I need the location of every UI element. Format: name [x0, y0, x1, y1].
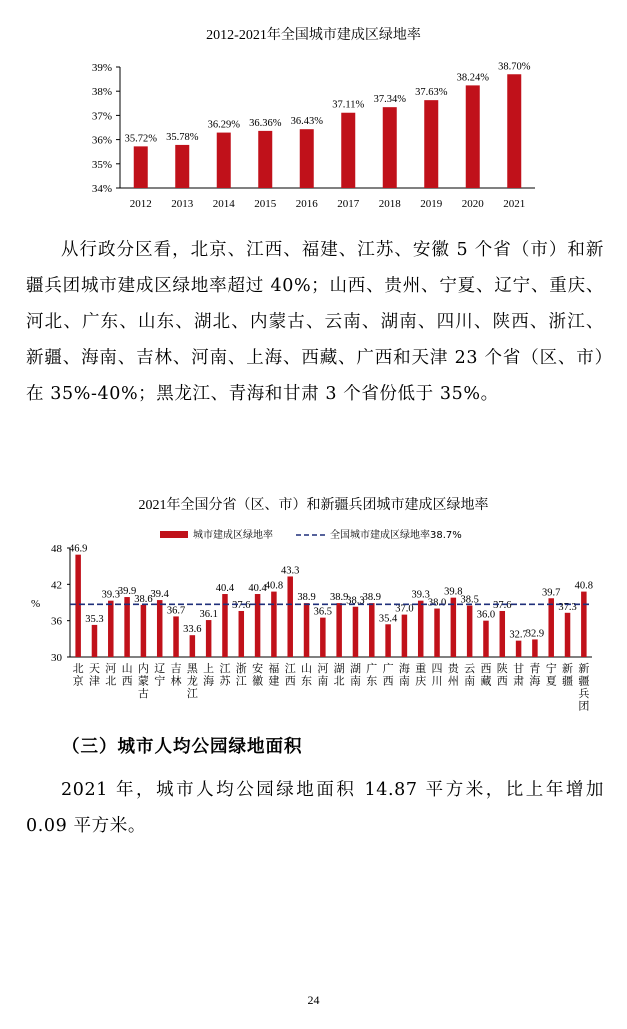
chart2-bar [353, 607, 359, 657]
chart1-title: 2012-2021年全国城市建成区绿地率 [206, 28, 421, 43]
chart2-legend-line-label: 全国城市建成区绿地率38.7% [330, 530, 462, 541]
chart2-bar [369, 603, 375, 657]
chart1-x-tick-label: 2021 [503, 198, 526, 210]
chart2-bar [548, 598, 554, 657]
chart2-category-label: 重庆 [415, 662, 427, 688]
chart1-bar [258, 131, 272, 188]
chart2-bar [222, 594, 228, 657]
chart2-category-label: 福建 [268, 662, 280, 688]
chart2-y-axis-label: % [31, 598, 41, 610]
chart1-bar [507, 74, 521, 188]
chart1-data-label: 35.72% [124, 133, 157, 145]
chart2-data-label: 39.4 [150, 589, 169, 601]
chart2-bar [287, 576, 293, 657]
chart2-bar [467, 606, 473, 657]
chart2-data-label: 38.0 [427, 597, 447, 609]
chart2-y-tick-label: 42 [51, 579, 62, 592]
chart2-bar [565, 613, 571, 657]
chart2-category-label: 广西 [382, 662, 394, 688]
chart1-bar [217, 133, 231, 188]
chart2-category-label: 青海 [529, 662, 541, 688]
chart2-bar [75, 555, 81, 657]
chart2-data-label: 36.0 [476, 609, 496, 621]
chart1-x-tick-label: 2020 [461, 198, 484, 210]
chart1-y-tick-label: 37% [91, 110, 112, 123]
chart2-data-label: 33.6 [183, 624, 202, 636]
chart1-x-tick-label: 2012 [129, 198, 152, 210]
chart2-category-label: 云南 [464, 662, 476, 688]
chart1-data-label: 35.78% [166, 131, 199, 143]
chart2-data-label: 32.7 [509, 629, 528, 641]
chart1-y-tick-label: 39% [91, 62, 112, 74]
chart2-category-label: 山西 [121, 662, 133, 688]
chart2-category-label: 浙江 [235, 662, 247, 688]
chart2-category-label: 黑龙江 [186, 662, 198, 700]
chart2-data-label: 38.6 [134, 593, 153, 605]
chart2-category-label: 甘肃 [513, 662, 525, 688]
chart2-bar [157, 600, 163, 657]
chart1-y-tick-label: 34% [91, 183, 112, 195]
chart2-category-label: 陕西 [496, 662, 508, 688]
chart1-x-tick-label: 2017 [337, 198, 360, 210]
chart2-bar [206, 620, 212, 657]
paragraph-park-area: 2021 年，城市人均公园绿地面积 14.87 平方米，比上年增加 0.09 平方米。 [26, 780, 604, 836]
chart2-y-tick-label: 48 [51, 543, 62, 555]
chart1-data-label: 37.11% [332, 99, 365, 111]
chart2-data-label: 40.8 [574, 580, 594, 592]
chart2-bar [402, 615, 408, 657]
chart2-bar [239, 611, 245, 657]
chart2-y-tick-label: 36 [51, 615, 62, 628]
chart2-category-label: 湖南 [349, 662, 361, 688]
chart2-category-label: 新疆兵团 [578, 662, 590, 713]
chart2-category-label: 西藏 [480, 662, 492, 688]
chart2-category-label: 广东 [366, 662, 378, 688]
chart2-data-label: 43.3 [281, 565, 300, 577]
chart2-category-label: 天津 [88, 662, 100, 688]
chart1-data-label: 36.43% [290, 116, 323, 128]
chart1-x-tick-label: 2016 [295, 198, 318, 210]
chart2-data-label: 39.7 [542, 587, 561, 599]
chart1-x-tick-label: 2015 [254, 198, 277, 210]
chart2-data-label: 39.9 [117, 586, 137, 598]
chart2-data-label: 32.9 [525, 628, 545, 640]
chart1-data-label: 37.34% [373, 94, 406, 106]
chart2-bar [304, 603, 310, 657]
chart2-title: 2021年全国分省（区、市）和新疆兵团城市建成区绿地率 [138, 498, 489, 513]
chart1-x-tick-label: 2013 [171, 198, 194, 210]
chart1-bar [341, 113, 355, 188]
chart2-data-label: 40.8 [264, 580, 284, 592]
chart1-y-tick-label: 35% [91, 158, 112, 171]
chart2-category-label: 辽宁 [154, 662, 166, 688]
chart2-data-label: 38.9 [297, 592, 316, 604]
chart2-bar [92, 625, 98, 657]
chart1-y-tick-label: 36% [91, 134, 112, 147]
chart2-bar [451, 598, 457, 657]
chart2-category-label: 吉林 [170, 662, 182, 688]
chart1-data-label: 36.36% [249, 117, 282, 129]
chart2-data-label: 38.9 [329, 592, 349, 604]
chart2-data-label: 37.6 [232, 599, 251, 611]
chart2-legend-bar-label: 城市建成区绿地率 [193, 530, 273, 541]
chart1-greening-rate-2012-2021 [0, 40, 627, 230]
chart2-bar [255, 594, 261, 657]
chart1-data-label: 38.24% [456, 72, 489, 84]
chart2-bar [320, 618, 326, 657]
chart2-category-label: 宁夏 [545, 662, 557, 688]
chart2-greening-rate-by-province [0, 510, 627, 740]
chart2-bar [173, 616, 179, 657]
chart2-bar [500, 611, 506, 657]
chart2-bar [581, 592, 587, 657]
chart1-x-tick-label: 2018 [378, 198, 401, 210]
chart2-data-label: 40.4 [215, 583, 235, 595]
chart2-data-label: 37.0 [395, 603, 414, 615]
chart2-bar [124, 597, 130, 657]
chart2-bar [532, 639, 538, 657]
chart2-data-label: 39.3 [411, 589, 430, 601]
chart2-bar [336, 603, 342, 657]
chart2-data-label: 37.6 [493, 599, 512, 611]
chart2-bar [141, 605, 147, 657]
paragraph-regional: 从行政分区看，北京、江西、福建、江苏、安徽 5 个省（市）和新疆兵团城市建成区绿地率超过 40%；山西、贵州、宁夏、辽宁、重庆、河北、广东、山东、湖北、内蒙古、云南、湖南、四川、陕西、浙江、新疆、海南、吉林、河南、上海、西藏、广西和天津 23 个省（区、市）在 35%-40%；黑龙江、青海和甘肃 3 个省份低于 35%。 [26, 240, 604, 404]
chart2-bar [483, 621, 489, 657]
chart2-category-label: 山东 [301, 662, 313, 688]
chart2-bar [418, 601, 424, 657]
chart2-y-tick-label: 30 [51, 652, 62, 664]
chart2-bar [385, 624, 391, 657]
page-number: 24 [307, 993, 320, 1007]
chart2-data-label: 38.5 [460, 594, 479, 606]
chart2-data-label: 35.4 [378, 613, 398, 625]
chart1-data-label: 37.63% [415, 87, 448, 99]
chart2-data-label: 40.4 [248, 583, 267, 595]
chart1-x-tick-label: 2014 [212, 198, 235, 210]
chart2-category-label: 新疆 [562, 662, 574, 688]
chart2-data-label: 36.5 [313, 606, 333, 618]
chart2-data-label: 39.3 [101, 589, 120, 601]
chart2-category-label: 上海 [203, 662, 215, 688]
section-heading-park-area: （三）城市人均公园绿地面积 [62, 737, 303, 757]
chart2-category-label: 河南 [317, 662, 329, 688]
chart2-category-label: 北京 [72, 662, 84, 688]
chart2-category-label: 安徽 [252, 662, 264, 688]
chart1-bar [383, 107, 397, 188]
chart2-legend-bar-swatch [160, 531, 188, 538]
chart2-category-label: 内蒙古 [137, 662, 149, 700]
chart1-data-label: 38.70% [498, 61, 531, 73]
chart2-data-label: 38.3 [346, 595, 365, 607]
chart1-y-tick-label: 38% [91, 86, 112, 99]
chart2-data-label: 46.9 [68, 543, 88, 555]
chart2-category-label: 贵州 [447, 662, 459, 688]
chart2-category-label: 江苏 [219, 662, 231, 688]
chart2-data-label: 36.7 [166, 605, 186, 617]
chart1-x-tick-label: 2019 [420, 198, 443, 210]
chart2-data-label: 38.9 [362, 592, 381, 604]
chart2-category-label: 河北 [105, 662, 117, 688]
chart2-data-label: 37.3 [558, 601, 577, 613]
chart1-bar [300, 129, 314, 188]
chart2-bar [108, 601, 114, 657]
chart1-bar [466, 85, 480, 188]
chart2-category-label: 四川 [431, 662, 443, 688]
chart2-category-label: 湖北 [333, 662, 345, 688]
chart2-category-label: 海南 [398, 662, 410, 688]
chart1-bar [175, 145, 189, 188]
chart2-bar [516, 641, 522, 657]
chart2-data-label: 39.8 [444, 586, 463, 598]
chart1-bar [424, 100, 438, 188]
chart2-bar [190, 635, 196, 657]
chart2-data-label: 36.1 [199, 609, 218, 621]
chart1-bar [134, 146, 148, 188]
chart2-bar [271, 592, 277, 657]
chart2-category-label: 江西 [284, 662, 296, 688]
chart2-bar [434, 609, 440, 657]
chart1-data-label: 36.29% [207, 119, 240, 131]
chart2-data-label: 35.3 [85, 613, 104, 625]
